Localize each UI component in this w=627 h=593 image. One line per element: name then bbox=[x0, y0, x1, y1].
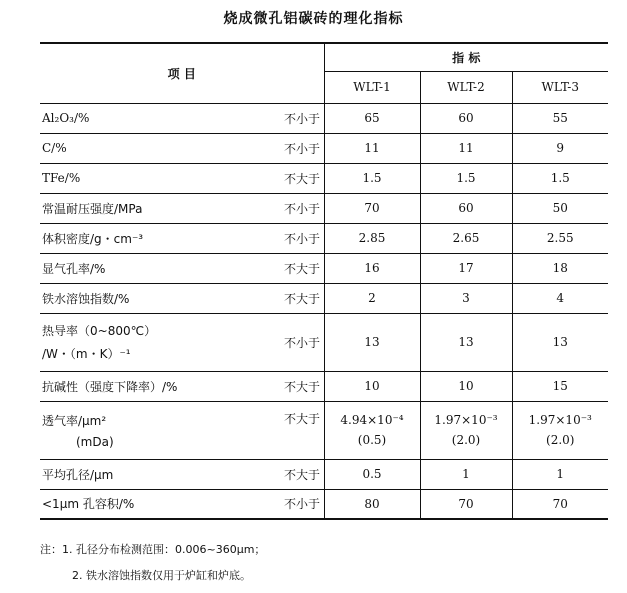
row-cond: 不大于 bbox=[266, 401, 324, 459]
row-item: <1μm 孔容积/% bbox=[40, 489, 266, 519]
row-item: 显气孔率/% bbox=[40, 253, 266, 283]
row-item-line2: /W・（m・K）⁻¹ bbox=[42, 347, 131, 361]
row-value bbox=[324, 401, 420, 459]
row-value: 1 bbox=[420, 459, 512, 489]
row-value: 10 bbox=[420, 371, 512, 401]
header-index: 指 标 bbox=[324, 43, 608, 71]
table-row bbox=[40, 223, 608, 253]
row-value-line1: 1.97×10⁻³ bbox=[528, 413, 592, 427]
row-item: 体积密度/g・cm⁻³ bbox=[40, 223, 266, 253]
row-item-line1: 热导率（0~800℃） bbox=[42, 324, 157, 338]
row-item: 铁水溶蚀指数/% bbox=[40, 283, 266, 313]
row-item: 常温耐压强度/MPa bbox=[40, 193, 266, 223]
header-item: 项 目 bbox=[40, 43, 324, 103]
row-cond: 不小于 bbox=[266, 313, 324, 371]
table-row bbox=[40, 163, 608, 193]
row-cond: 不小于 bbox=[266, 489, 324, 519]
row-item: C/% bbox=[40, 133, 266, 163]
row-cond: 不小于 bbox=[266, 103, 324, 133]
row-value: 11 bbox=[420, 133, 512, 163]
row-value: 55 bbox=[512, 103, 608, 133]
row-value: 70 bbox=[324, 193, 420, 223]
row-item bbox=[40, 401, 266, 459]
row-value: 13 bbox=[324, 313, 420, 371]
properties-table bbox=[40, 42, 608, 520]
row-value: 80 bbox=[324, 489, 420, 519]
row-item: 平均孔径/μm bbox=[40, 459, 266, 489]
row-value: 4 bbox=[512, 283, 608, 313]
row-item-line1: 透气率/μm² bbox=[42, 413, 107, 428]
row-value: 13 bbox=[420, 313, 512, 371]
row-value: 70 bbox=[420, 489, 512, 519]
row-cond: 不大于 bbox=[266, 163, 324, 193]
row-value-line2: (2.0) bbox=[546, 433, 575, 447]
header-col-2: WLT-2 bbox=[420, 71, 512, 103]
row-cond: 不大于 bbox=[266, 253, 324, 283]
row-cond: 不小于 bbox=[266, 193, 324, 223]
row-cond: 不大于 bbox=[266, 371, 324, 401]
row-value: 1 bbox=[512, 459, 608, 489]
row-value bbox=[420, 401, 512, 459]
note-2: 2. 铁水溶蚀指数仅用于炉缸和炉底。 bbox=[72, 569, 251, 582]
note-1: 注：1. 孔径分布检测范围：0.006~360μm； bbox=[40, 543, 266, 556]
row-value: 2.55 bbox=[512, 223, 608, 253]
row-item: TFe/% bbox=[40, 163, 266, 193]
table-row bbox=[40, 459, 608, 489]
row-cond: 不小于 bbox=[266, 223, 324, 253]
row-cond: 不小于 bbox=[266, 133, 324, 163]
row-value: 50 bbox=[512, 193, 608, 223]
table-row bbox=[40, 401, 608, 459]
row-value: 1.5 bbox=[324, 163, 420, 193]
row-value-line1: 1.97×10⁻³ bbox=[434, 413, 498, 427]
row-value: 2.85 bbox=[324, 223, 420, 253]
row-value: 11 bbox=[324, 133, 420, 163]
header-col-3: WLT-3 bbox=[512, 71, 608, 103]
row-value: 60 bbox=[420, 103, 512, 133]
row-value: 1.5 bbox=[512, 163, 608, 193]
table-row bbox=[40, 371, 608, 401]
table-row bbox=[40, 313, 608, 371]
row-value: 15 bbox=[512, 371, 608, 401]
table-row bbox=[40, 489, 608, 519]
row-value: 9 bbox=[512, 133, 608, 163]
row-value-line2: (0.5) bbox=[357, 433, 387, 447]
row-item: Al₂O₃/% bbox=[40, 103, 266, 133]
table-title: 烧成微孔铝碳砖的理化指标 bbox=[223, 11, 404, 27]
table-row bbox=[40, 283, 608, 313]
row-value: 13 bbox=[512, 313, 608, 371]
row-value: 60 bbox=[420, 193, 512, 223]
row-value: 65 bbox=[324, 103, 420, 133]
table-notes bbox=[40, 541, 266, 582]
table-row bbox=[40, 253, 608, 283]
row-value-line2: (2.0) bbox=[451, 433, 481, 447]
row-item: 抗碱性（强度下降率）/% bbox=[40, 371, 266, 401]
row-cond: 不大于 bbox=[266, 459, 324, 489]
table-row bbox=[40, 193, 608, 223]
row-value: 70 bbox=[512, 489, 608, 519]
header-col-1: WLT-1 bbox=[324, 71, 420, 103]
row-value-line1: 4.94×10⁻⁴ bbox=[340, 413, 404, 427]
row-value: 2 bbox=[324, 283, 420, 313]
table-row bbox=[40, 133, 608, 163]
row-item bbox=[40, 313, 266, 371]
row-value: 3 bbox=[420, 283, 512, 313]
row-value bbox=[512, 401, 608, 459]
row-cond: 不大于 bbox=[266, 283, 324, 313]
table-row bbox=[40, 103, 608, 133]
row-value: 10 bbox=[324, 371, 420, 401]
row-value: 17 bbox=[420, 253, 512, 283]
row-item-line2: (mDa) bbox=[76, 434, 114, 449]
row-value: 0.5 bbox=[324, 459, 420, 489]
row-value: 2.65 bbox=[420, 223, 512, 253]
row-value: 18 bbox=[512, 253, 608, 283]
row-value: 16 bbox=[324, 253, 420, 283]
row-value: 1.5 bbox=[420, 163, 512, 193]
